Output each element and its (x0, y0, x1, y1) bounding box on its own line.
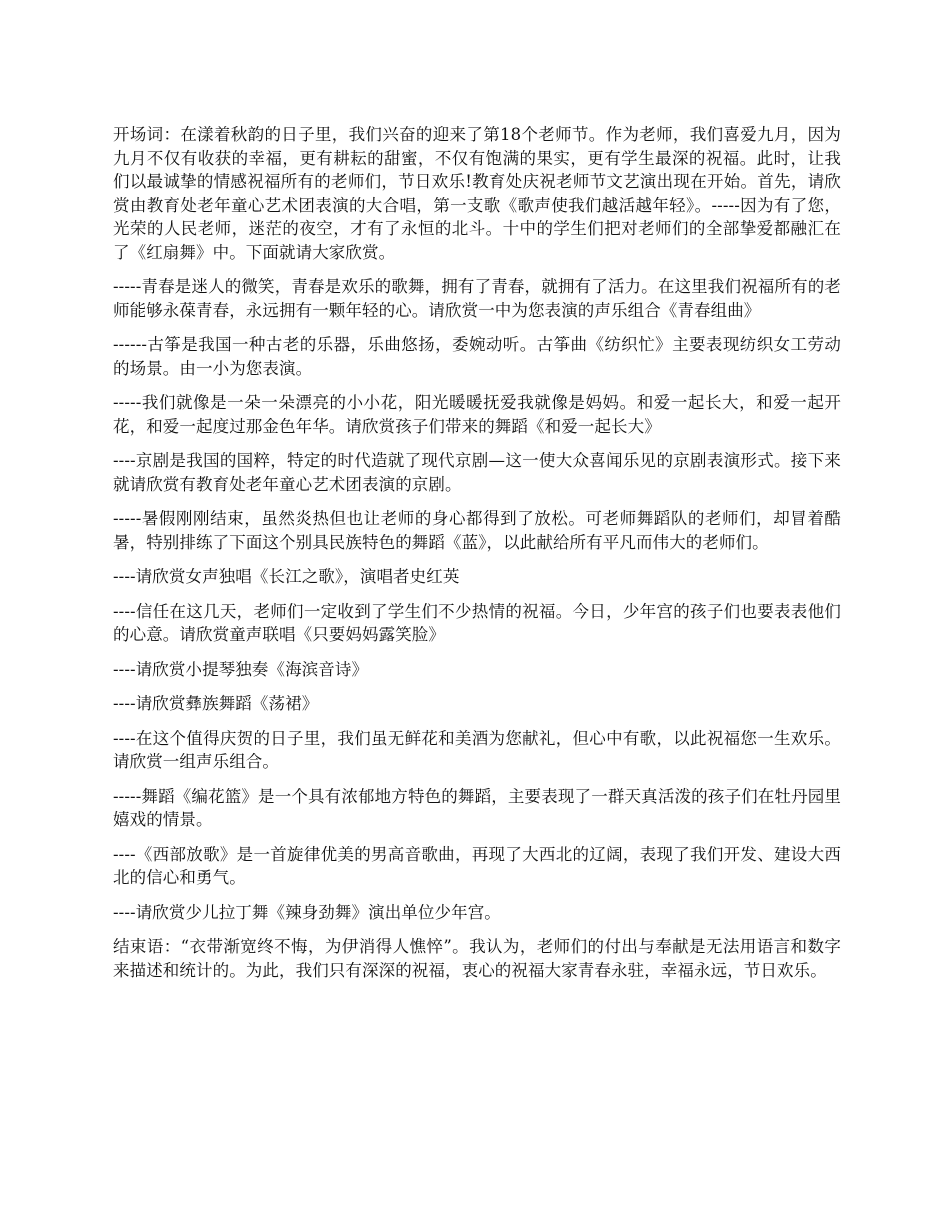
paragraph-yangtze-song: ----请欣赏女声独唱《长江之歌》，演唱者史红英 (113, 567, 460, 586)
paragraph-youth-medley: -----青春是迷人的微笑，青春是欢乐的歌舞，拥有了青春，就拥有了活力。在这里我们祝福所有的老师能够永葆青春，永远拥有一颗年轻的心。请欣赏一中为您表演的声乐组合《青春组曲》 (113, 277, 841, 320)
paragraph-teacher-dance: -----暑假刚刚结束，虽然炎热但也让老师的身心都得到了放松。可老师舞蹈队的老师们，却冒着酷暑，特别排练了下面这个别具民族特色的舞蹈《蓝》，以此献给所有平凡而伟大的老师们。 (113, 509, 841, 552)
document-body (113, 123, 841, 993)
paragraph-grow-with-love: -----我们就像是一朵一朵漂亮的小小花，阳光暖暖抚爱我就像是妈妈。和爱一起长大，和爱一起开花，和爱一起度过那金色年华。请欣赏孩子们带来的舞蹈《和爱一起长大》 (113, 393, 841, 436)
paragraph-peking-opera: ----京剧是我国的国粹，特定的时代造就了现代京剧—这一使大众喜闻乐见的京剧表演形式。接下来就请欣赏有教育处老年童心艺术团表演的京剧。 (113, 451, 841, 494)
paragraph-western-song: ----《西部放歌》是一首旋律优美的男高音歌曲，再现了大西北的辽阔，表现了我们开发、建设大西北的信心和勇气。 (113, 844, 841, 887)
paragraph-flower-basket: -----舞蹈《编花篮》是一个具有浓郁地方特色的舞蹈，主要表现了一群天真活泼的孩子们在牡丹园里嬉戏的情景。 (113, 786, 841, 829)
paragraph-vocal-group: ----在这个值得庆贺的日子里，我们虽无鲜花和美酒为您献礼，但心中有歌，以此祝福您一生欢乐。请欣赏一组声乐组合。 (113, 728, 841, 771)
paragraph-guzheng: ------古筝是我国一种古老的乐器，乐曲悠扬，委婉动听。古筝曲《纺织忙》主要表现纺织女工劳动的场景。由一小为您表演。 (113, 335, 841, 378)
closing-paragraph: 结束语：“衣带渐宽终不悔，为伊消得人憔悴”。我认为，老师们的付出与奉献是无法用语言和数字来描述和统计的。为此，我们只有深深的祝福，衷心的祝福大家青春永驻，幸福永远，节日欢乐。 (113, 937, 841, 980)
paragraph-latin-dance: ----请欣赏少儿拉丁舞《辣身劲舞》演出单位少年宫。 (113, 902, 501, 922)
opening-paragraph: 开场词：在漾着秋韵的日子里，我们兴奋的迎来了第18个老师节。作为老师，我们喜爱九月，因为九月不仅有收获的幸福，更有耕耘的甜蜜，不仅有饱满的果实，更有学生最深的祝福。此时，让我们以最诚挚的情感祝福所有的老师们，节日欢乐!教育处庆祝老师节文艺演出现在开始。首先，请欣赏由教育处老年童心艺术团表演的大合唱，第一支歌《歌声使我们越活越年轻》。-----因为有了您，光荣的人民老师，迷茫的夜空，才有了永恒的北斗。十中的学生们把对老师们的全部挚爱都融汇在了《红扇舞》中。下面就请大家欣赏。 (113, 125, 841, 262)
paragraph-yi-dance: ----请欣赏彝族舞蹈《荡裙》 (113, 694, 319, 713)
paragraph-childrens-chorus: ----信任在这几天，老师们一定收到了学生们不少热情的祝福。今日，少年宫的孩子们也要表表他们的心意。请欣赏童声联唱《只要妈妈露笑脸》 (113, 601, 841, 644)
paragraph-violin-solo: ----请欣赏小提琴独奏《海滨音诗》 (113, 659, 369, 679)
